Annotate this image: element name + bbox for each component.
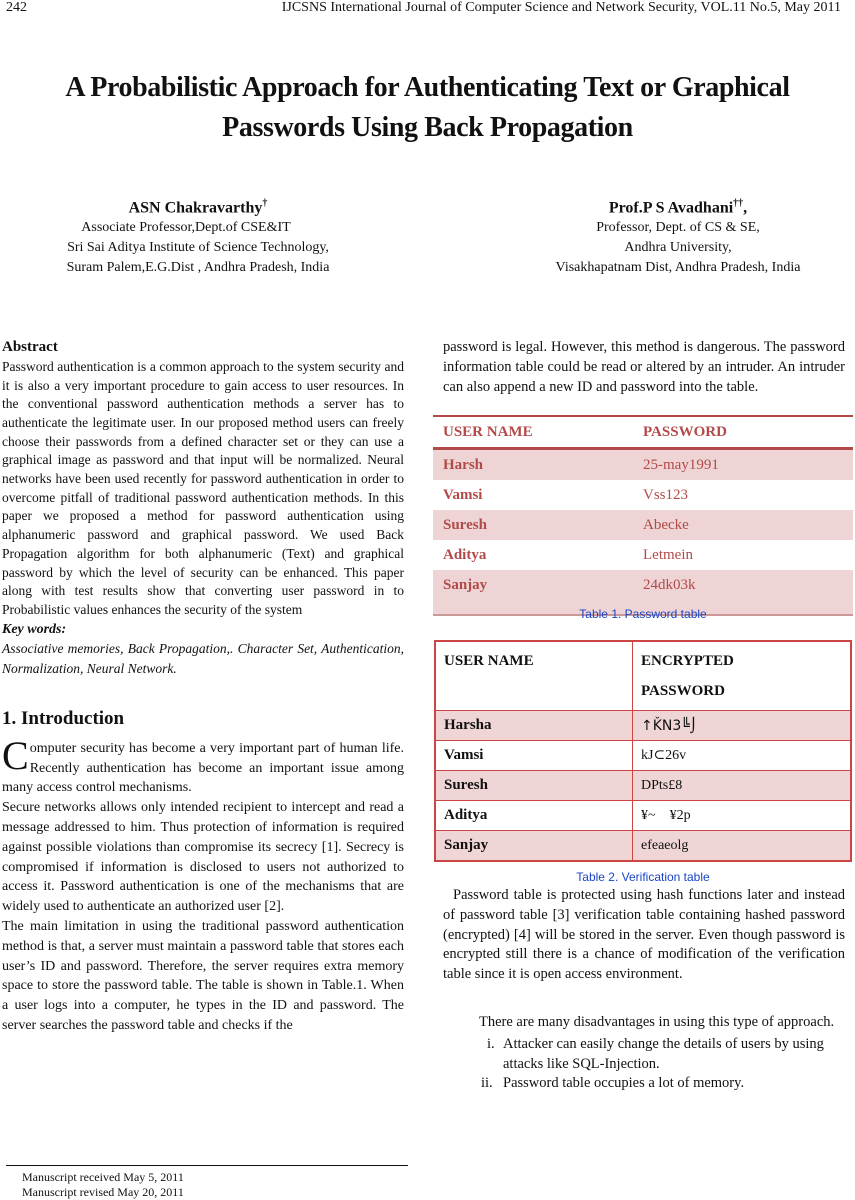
table-row: Harsha ↑ǨN3╚⌡	[435, 711, 851, 741]
table2-caption: Table 2. Verification table	[576, 870, 710, 884]
right-column-top	[443, 338, 845, 397]
paper-title	[0, 68, 855, 148]
author-1-name: ASN Chakravarthy†	[128, 198, 268, 217]
table1-caption: Table 1. Password table	[579, 607, 707, 621]
author-1-line1: Associate Professor,Dept.of CSE&IT	[81, 220, 291, 236]
author-2-name: Prof.P S Avadhani††,	[608, 198, 748, 217]
author-1	[24, 194, 372, 278]
abstract-text: Password authentication is a common approach to the system security and it is also a very important procedure to gain access to user resources. In the conventional password authentication methods a server has to authenticate the legitimate user. In our proposed method users can freely choose their passwords from a defined character set or they can use a graphical image as password and that input will be normalized. Neural networks have been used recently for password authentication in order to overcome pitfall of traditional password authentication methods. In this paper we proposed a method for password authentication using alphanumeric password and graphical password. We used Back Propagation algorithm for both alphanumeric (Text) and graphical password by which the level of security can be enhanced. This paper along with test results show that converting user password in to Probabilistic values enhances the security of the system	[2, 358, 404, 617]
author-2-line3: Visakhapatnam Dist, Andhra Pradesh, India	[555, 260, 801, 276]
right-column-bottom	[443, 886, 845, 1094]
table1-col-password: PASSWORD	[643, 423, 727, 440]
table-row: Vamsi kJ⊂26v	[435, 741, 851, 771]
journal-header: IJCSNS International Journal of Computer Science and Network Security, VOL.11 No.5, May 2011	[281, 0, 841, 15]
table-row: Vamsi Vss123	[433, 480, 853, 510]
footnote-revised: Manuscript revised May 20, 2011	[22, 1185, 184, 1199]
right-paragraph-1: password is legal. However, this method is dangerous. The password information table could be read or altered by an intruder. An intruder can also append a new ID and password into the table.	[443, 339, 845, 395]
disadvantage-list	[481, 1035, 845, 1094]
table-row: Sanjay 24dk03k	[433, 570, 853, 600]
right-paragraph-2: Password table is protected using hash functions later and instead of password table [3] verification table containing hashed password (encrypted) [4] will be stored in the server. Even though password is encrypted still there is a chance of modification of the verification table since it is open access environment.	[443, 887, 845, 983]
intro-paragraph-1: Computer security has become a very important part of human life. Recently authentication has become an important issue among many access control mechanisms.	[2, 732, 404, 796]
left-column	[2, 338, 404, 1036]
footnote-received: Manuscript received May 5, 2011	[22, 1170, 184, 1184]
list-item: ii. Password table occupies a lot of memory.	[481, 1075, 745, 1092]
table-row: Harsh 25-may1991	[433, 450, 853, 480]
table1-header	[433, 415, 853, 450]
password-table	[433, 415, 853, 616]
author-2-line2: Andhra University,	[624, 240, 732, 256]
abstract-heading: Abstract	[2, 339, 58, 355]
table2-col-encrypted: ENCRYPTED PASSWORD	[633, 641, 852, 711]
intro-heading: 1. Introduction	[2, 708, 125, 730]
table-row: Suresh DPts£8	[435, 771, 851, 801]
dropcap: C	[2, 732, 29, 778]
author-2-line1: Professor, Dept. of CS & SE,	[596, 220, 760, 236]
right-paragraph-3: There are many disadvantages in using this type of approach.	[479, 1013, 835, 1030]
list-item: i. Attacker can easily change the details of users by using attacks like SQL-Injection.	[487, 1035, 824, 1072]
intro-paragraph-2: Secure networks allows only intended recipient to intercept and read a message addressed to him. Thus protection of information is required against possible violations than compromise its secrecy [1]. Secrecy is compromised if information is disclosed to users not authorized to access it. Password authentication is one of the mechanisms that are widely used to authenticate an authorized user [2].	[2, 800, 404, 915]
table2-header	[435, 641, 851, 711]
intro-paragraph-3: The main limitation in using the traditional password authentication method is that, a server must maintain a password table that stores each user’s ID and password. Therefore, the server requires extra memory space to store the password table. The table is shown in Table.1. When a user logs into a computer, he types in the ID and password. The server searches the password table and checks if the	[2, 919, 404, 1033]
keywords-text: Associative memories, Back Propagation,. Character Set, Authentication, Normalization, Neural Network.	[2, 641, 404, 677]
keywords-heading: Key words:	[2, 621, 67, 637]
table2-col-user: USER NAME	[435, 641, 633, 711]
table-row: Sanjay efeaeolg	[435, 831, 851, 862]
table-row: Aditya Letmein	[433, 540, 853, 570]
author-1-line3: Suram Palem,E.G.Dist , Andhra Pradesh, India	[66, 260, 330, 276]
page-number: 242	[6, 0, 27, 15]
table1-col-user: USER NAME	[443, 423, 533, 440]
table-row: Suresh Abecke	[433, 510, 853, 540]
title-line-2: Passwords Using Back Propagation	[222, 112, 633, 143]
footnote-rule	[6, 1165, 408, 1166]
title-line-1: A Probabilistic Approach for Authenticating Text or Graphical	[65, 72, 790, 103]
table-row: Aditya ¥~ ¥2p	[435, 801, 851, 831]
author-1-line2: Sri Sai Aditya Institute of Science Technology,	[67, 240, 329, 256]
verification-table	[434, 640, 852, 862]
author-2	[508, 194, 848, 278]
